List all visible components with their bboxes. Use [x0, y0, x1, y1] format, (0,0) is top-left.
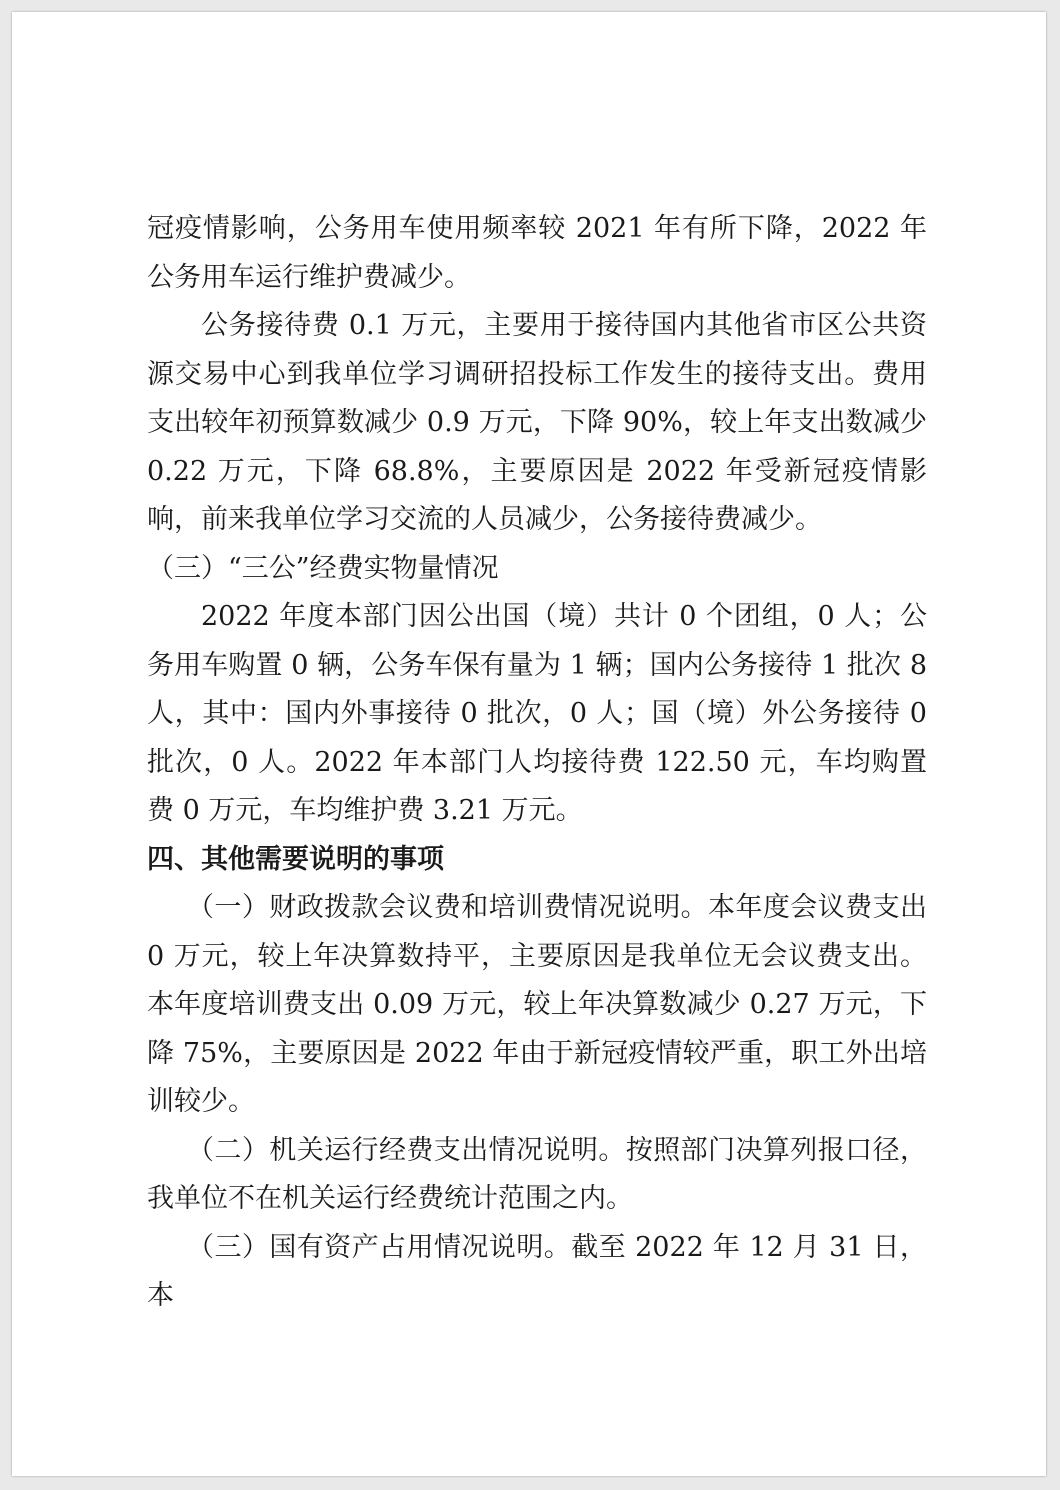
- paragraph-state-assets: （三）国有资产占用情况说明。截至 2022 年 12 月 31 日，本: [147, 1231, 927, 1311]
- paragraph-meeting-training-fee: （一）财政拨款会议费和培训费情况说明。本年度会议费支出 0 万元，较上年决算数持平，主要原因是我单位无会议费支出。本年度培训费支出 0.09 万元，较上年决算数减少 0.27 万元，下降 75%，主要原因是 2022 年由于新冠疫情较严重，职工外出培训较少。: [147, 892, 927, 1117]
- section-heading-other-matters: 四、其他需要说明的事项: [147, 843, 444, 875]
- paragraph-physical-quantity: 2022 年度本部门因公出国（境）共计 0 个团组，0 人；公务用车购置 0 辆，公务车保有量为 1 辆；国内公务接待 1 批次 8 人，其中：国内外事接待 0 批次，0 人；国（境）外公务接待 0 批次，0 人。2022 年本部门人均接待费 122.50 元，车均购置费 0 万元，车均维护费 3.21 万元。: [147, 601, 927, 826]
- document-body: [147, 205, 927, 1321]
- paragraph-reception-fee: 公务接待费 0.1 万元，主要用于接待国内其他省市区公共资源交易中心到我单位学习调研招投标工作发生的接待支出。费用支出较年初预算数减少 0.9 万元，下降 90%，较上年支出数减少 0.22 万元，下降 68.8%，主要原因是 2022 年受新冠疫情影响，前来我单位学习交流的人员减少，公务接待费减少。: [147, 310, 927, 535]
- paragraph-continuation: 冠疫情影响，公务用车使用频率较 2021 年有所下降，2022 年公务用车运行维护费减少。: [147, 213, 927, 293]
- document-page: [12, 12, 1046, 1476]
- subheading-physical-quantity: （三）“三公”经费实物量情况: [147, 552, 499, 584]
- paragraph-operating-expenses: （二）机关运行经费支出情况说明。按照部门决算列报口径，我单位不在机关运行经费统计范围之内。: [147, 1134, 927, 1214]
